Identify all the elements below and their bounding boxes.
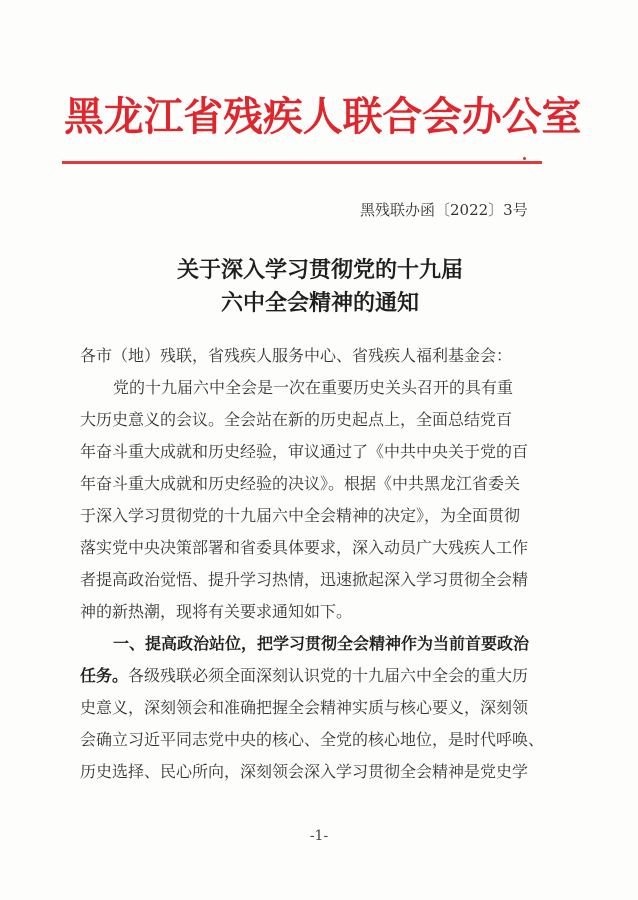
- document-title-line-2: 六中全会精神的通知: [220, 290, 419, 316]
- section-line: [80, 660, 560, 691]
- section-text: 各级残联必须全面深刻认识党的十九届六中全会的重大历: [128, 666, 529, 685]
- letterhead-dot: [523, 157, 526, 160]
- paragraph-line: 神的新热潮，现将有关要求通知如下。: [80, 602, 353, 621]
- paragraph-line: 大历史意义的会议。全会站在新的历史起点上，全面总结党百: [80, 410, 513, 429]
- section-line: 史意义，深刻领会和准确把握全会精神实质与核心要义，深刻领: [80, 698, 529, 717]
- org-letterhead: 黑龙江省残疾人联合会办公室: [64, 94, 582, 140]
- section-heading-end: 任务。: [80, 666, 129, 685]
- section-line: 历史选择、民心所向，深刻领会深入学习贯彻全会精神是党史学: [80, 762, 529, 781]
- paragraph-line: 党的十九届六中全会是一次在重要历史关头召开的具有重: [113, 378, 514, 397]
- section-heading-line: [113, 628, 593, 659]
- document-title-line-1: 关于深入学习贯彻党的十九届: [176, 257, 463, 283]
- document-number: 黑残联办函〔2022〕3号: [360, 201, 528, 219]
- section-heading: 一、提高政治站位，把学习贯彻全会精神作为当前首要政治: [113, 634, 530, 653]
- paragraph-line: 者提高政治觉悟、提升学习热情，迅速掀起深入学习贯彻全会精: [80, 570, 529, 589]
- salutation: 各市（地）残联，省残疾人服务中心、省残疾人福利基金会：: [80, 346, 513, 365]
- letterhead-red-rule: [62, 161, 542, 164]
- section-line: 会确立习近平同志党中央的核心、全党的核心地位，是时代呼唤、: [80, 730, 545, 749]
- paragraph-line: 落实党中央决策部署和省委具体要求，深入动员广大残疾人工作: [80, 538, 529, 557]
- paragraph-line: 于深入学习贯彻党的十九届六中全会精神的决定》，为全面贯彻: [80, 506, 521, 525]
- page-number: -1-: [309, 828, 329, 844]
- paragraph-line: 年奋斗重大成就和历史经验的决议》。根据《中共黑龙江省委关: [80, 474, 521, 493]
- paragraph-line: 年奋斗重大成就和历史经验，审议通过了《中共中央关于党的百: [80, 442, 529, 461]
